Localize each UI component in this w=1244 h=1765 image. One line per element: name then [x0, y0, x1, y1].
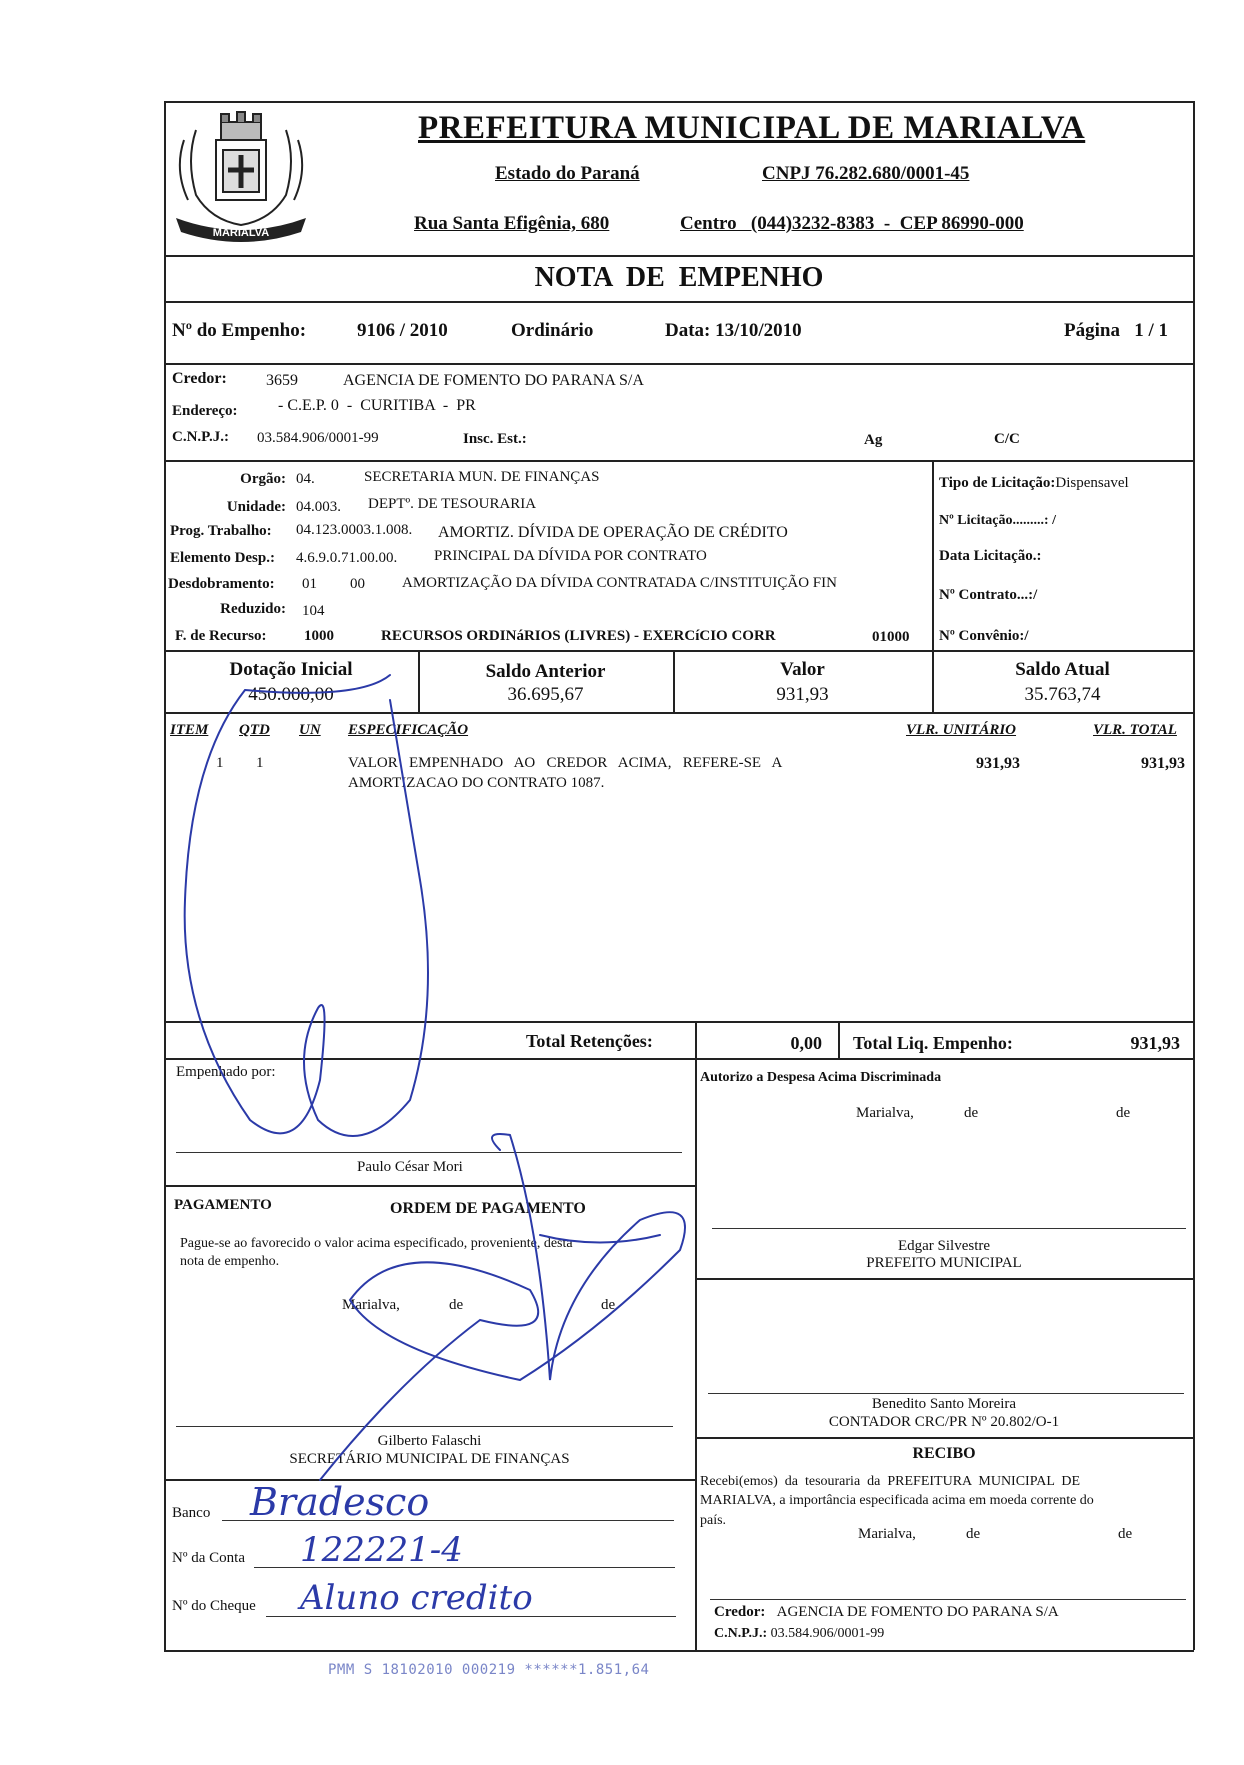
header-un: UN [299, 722, 321, 738]
elemento-label: Elemento Desp.: [170, 550, 275, 566]
saldo-atual-value: 35.763,74 [1024, 684, 1101, 705]
header-qtd: QTD [239, 722, 270, 738]
data-licitacao: Data Licitação.: [939, 548, 1042, 564]
recibo-credor-name: AGENCIA DE FOMENTO DO PARANA S/A [776, 1604, 1059, 1620]
empenhado-label: Empenhado por: [176, 1064, 276, 1080]
dotacao-label: Dotação Inicial [229, 659, 353, 680]
prefeito-role: PREFEITO MUNICIPAL [866, 1255, 1022, 1271]
pagamento-text-line1: Pague-se ao favorecido o valor acima especificado, proveniente, desta [180, 1236, 573, 1251]
orgao-code: 04. [296, 471, 315, 487]
secretario-role: SECRETÁRIO MUNICIPAL DE FINANÇAS [289, 1451, 570, 1467]
credor-address: - C.E.P. 0 - CURITIBA - PR [278, 397, 476, 414]
unidade-label: Unidade: [226, 499, 286, 515]
seal-text: MARIALVA [212, 227, 270, 239]
address-label: Rua Santa Efigênia, 680 [414, 213, 610, 234]
empenhado-name: Paulo César Mori [357, 1159, 463, 1175]
credor-label: Credor: [172, 370, 227, 387]
cnpj-label: CNPJ 76.282.680/0001-45 [762, 163, 970, 184]
valor-label: Valor [780, 659, 825, 680]
signature-secretario [320, 1134, 685, 1480]
saldo-anterior-label: Saldo Anterior [485, 661, 606, 682]
banco-handwritten: Bradesco [250, 1480, 430, 1524]
liq-empenho-value: 931,93 [1130, 1033, 1180, 1053]
desdobramento-label: Desdobramento: [168, 576, 275, 592]
empenho-number: 9106 / 2010 [357, 320, 448, 341]
state-label: Estado do Paraná [495, 163, 640, 184]
credor-code: 3659 [266, 372, 298, 389]
retencoes-label: Total Retenções: [526, 1031, 653, 1051]
prog-label: Prog. Trabalho: [170, 523, 272, 539]
credor-cnpj: 03.584.906/0001-99 [257, 430, 379, 446]
ag-label: Ag [864, 432, 883, 448]
autorizo-label: Autorizo a Despesa Acima Discriminada [700, 1070, 942, 1085]
item-unit-value: 931,93 [976, 755, 1020, 772]
retencoes-value: 0,00 [790, 1033, 822, 1053]
cnpj-credor-label: C.N.P.J.: [172, 429, 229, 445]
desdobramento-code1: 01 [302, 576, 317, 592]
endereco-label: Endereço: [172, 403, 238, 419]
conta-handwritten: 122221-4 [300, 1530, 463, 1570]
conta-label: Nº da Conta [172, 1550, 245, 1566]
liq-empenho-label: Total Liq. Empenho: [853, 1033, 1013, 1053]
cheque-handwritten: Aluno credito [300, 1578, 533, 1618]
fonte-desc: RECURSOS ORDINáRIOS (LIVRES) - EXERCíCIO CORR [381, 628, 776, 644]
dotacao-value: 450.000,00 [248, 684, 334, 705]
header-vlr-unitario: VLR. UNITÁRIO [906, 722, 1017, 738]
prog-desc: AMORTIZ. DÍVIDA DE OPERAÇÃO DE CRÉDITO [438, 524, 788, 541]
autorizo-place: Marialva, [856, 1105, 914, 1121]
empenho-type: Ordinário [511, 320, 594, 341]
recibo-title: RECIBO [912, 1445, 976, 1462]
pagamento-text-line2: nota de empenho. [180, 1254, 280, 1269]
cc-label: C/C [994, 431, 1020, 447]
ordem-pagamento-label: ORDEM DE PAGAMENTO [390, 1200, 586, 1217]
pagamento-place: Marialva, [342, 1297, 400, 1313]
recibo-line1: Recebi(emos) da tesouraria da PREFEITURA MUNICIPAL DE [700, 1474, 1081, 1489]
item-number: 1 [216, 755, 224, 771]
municipality-title: PREFEITURA MUNICIPAL DE MARIALVA [418, 110, 1086, 146]
prog-code: 04.123.0003.1.008. [296, 522, 413, 538]
contador-role: CONTADOR CRC/PR Nº 20.802/O-1 [828, 1414, 1060, 1430]
fonte-code: 1000 [304, 628, 334, 644]
tipo-licitacao-value: Dispensavel [1055, 475, 1129, 491]
recibo-line3: país. [700, 1513, 727, 1528]
secretario-name: Gilberto Falaschi [377, 1433, 482, 1449]
item-spec-line2: AMORTIZACAO DO CONTRATO 1087. [348, 775, 605, 791]
recibo-cnpj-label: C.N.P.J.: [714, 1626, 768, 1641]
elemento-code: 4.6.9.0.71.00.00. [296, 550, 398, 566]
reduzido-label: Reduzido: [220, 601, 286, 617]
autorizo-de1: de [964, 1105, 979, 1121]
saldo-atual-label: Saldo Atual [1015, 659, 1110, 680]
recibo-credor-label: Credor: [714, 1604, 766, 1620]
pagamento-de1: de [449, 1297, 464, 1313]
unidade-code: 04.003. [296, 499, 341, 515]
recibo-line2: MARIALVA, a importância especificada acima em moeda corrente do [700, 1493, 1094, 1508]
orgao-desc: SECRETARIA MUN. DE FINANÇAS [364, 469, 600, 485]
fonte-label: F. de Recurso: [175, 628, 267, 644]
empenho-date: Data: 13/10/2010 [665, 320, 802, 341]
empenho-label: Nº do Empenho: [172, 320, 307, 341]
prefeito-name: Edgar Silvestre [897, 1238, 991, 1254]
tipo-licitacao-key: Tipo de Licitação: [939, 475, 1056, 491]
unidade-desc: DEPTº. DE TESOURARIA [368, 496, 537, 512]
numero-convenio: Nº Convênio:/ [939, 628, 1029, 644]
credor-name: AGENCIA DE FOMENTO DO PARANA S/A [343, 372, 644, 389]
recibo-place: Marialva, [858, 1526, 916, 1542]
autorizo-de2: de [1116, 1105, 1131, 1121]
saldo-anterior-value: 36.695,67 [507, 684, 584, 705]
desdobramento-desc: AMORTIZAÇÃO DA DÍVIDA CONTRATADA C/INSTITUIÇÃO FIN [402, 575, 837, 591]
pagamento-label: PAGAMENTO [174, 1197, 272, 1213]
recibo-cnpj-value: 03.584.906/0001-99 [770, 1626, 885, 1641]
document-title: NOTA DE EMPENHO [534, 262, 824, 293]
desdobramento-code2: 00 [350, 576, 365, 592]
recibo-de1: de [966, 1526, 981, 1542]
banco-label: Banco [172, 1505, 211, 1521]
header-especificacao: ESPECIFICAÇÃO [348, 722, 469, 738]
item-spec-line1: VALOR EMPENHADO AO CREDOR ACIMA, REFERE-SE A [348, 755, 783, 771]
fonte-code2: 01000 [872, 629, 910, 645]
header-vlr-total: VLR. TOTAL [1093, 722, 1177, 738]
page-indicator: Página 1 / 1 [1064, 320, 1168, 341]
contador-name: Benedito Santo Moreira [871, 1396, 1017, 1412]
reduzido-value: 104 [302, 603, 325, 619]
item-total-value: 931,93 [1141, 755, 1185, 772]
cheque-label: Nº do Cheque [172, 1598, 256, 1614]
orgao-label: Orgão: [240, 471, 286, 487]
insc-est-label: Insc. Est.: [463, 431, 527, 447]
item-qtd: 1 [256, 755, 264, 771]
contact-label: Centro (044)3232-8383 - CEP 86990-000 [680, 213, 1024, 234]
header-item: ITEM [170, 722, 209, 738]
signature-empenhado [185, 675, 428, 1136]
bank-stamp: PMM S 18102010 000219 ******1.851,64 [328, 1662, 650, 1678]
valor-value: 931,93 [776, 684, 829, 705]
numero-contrato: Nº Contrato...:/ [939, 587, 1038, 603]
numero-licitacao: Nº Licitação.........: / [939, 513, 1056, 528]
recibo-de2: de [1118, 1526, 1133, 1542]
elemento-desc: PRINCIPAL DA DÍVIDA POR CONTRATO [434, 548, 707, 564]
pagamento-de2: de [601, 1297, 616, 1313]
